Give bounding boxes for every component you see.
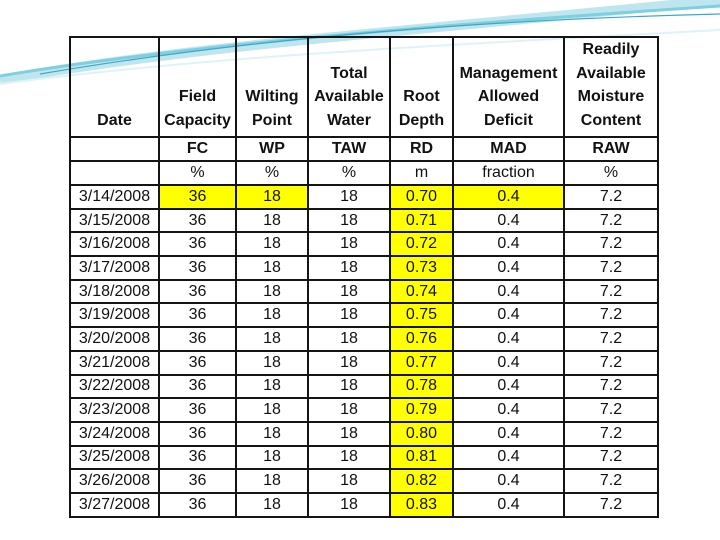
column-header-line: Readily <box>582 41 640 58</box>
column-unit: % <box>236 161 308 185</box>
table-cell: 0.81 <box>390 446 453 470</box>
table-cell: 7.2 <box>564 209 658 233</box>
table-cell: 36 <box>159 398 236 422</box>
table-cell: 18 <box>308 185 390 209</box>
table-cell: 36 <box>159 351 236 375</box>
table-cell: 36 <box>159 493 236 517</box>
table-cell: 36 <box>159 209 236 233</box>
column-header-line: Moisture <box>577 88 645 105</box>
table-cell: 0.75 <box>390 303 453 327</box>
table-cell: 0.71 <box>390 209 453 233</box>
column-abbreviation: WP <box>236 137 308 161</box>
table-cell: 7.2 <box>564 493 658 517</box>
table-cell: 18 <box>236 469 308 493</box>
table-cell: 18 <box>236 493 308 517</box>
table-row <box>70 209 658 233</box>
column-header-line: Total <box>330 64 368 82</box>
column-header-line: Deficit <box>484 111 533 129</box>
table-cell: 18 <box>236 327 308 351</box>
column-header-line: Date <box>97 111 132 129</box>
table-cell: 7.2 <box>564 375 658 399</box>
column-abbreviation: RD <box>390 137 453 161</box>
table-cell: 0.73 <box>390 256 453 280</box>
table-cell: 36 <box>159 327 236 351</box>
table-cell: 0.4 <box>453 375 564 399</box>
table-cell: 7.2 <box>564 303 658 327</box>
table-cell: 18 <box>308 209 390 233</box>
column-header-line: Content <box>580 111 642 129</box>
table-cell: 18 <box>308 493 390 517</box>
column-header <box>564 37 658 137</box>
column-header <box>70 37 159 137</box>
table-cell: 0.4 <box>453 327 564 351</box>
table-cell: 36 <box>159 185 236 209</box>
table-row <box>70 256 658 280</box>
date-cell: 3/26/2008 <box>70 469 159 493</box>
column-header-line: Wilting <box>245 88 299 105</box>
column-header <box>390 37 453 137</box>
table-cell: 36 <box>159 469 236 493</box>
table-row <box>70 493 658 517</box>
date-cell: 3/24/2008 <box>70 422 159 446</box>
table-row <box>70 303 658 327</box>
table-cell: 0.79 <box>390 398 453 422</box>
table-cell: 7.2 <box>564 351 658 375</box>
table-cell: 0.70 <box>390 185 453 209</box>
table-cell: 7.2 <box>564 185 658 209</box>
column-header-line: Available <box>314 88 384 105</box>
column-unit: m <box>390 161 453 185</box>
date-cell: 3/14/2008 <box>70 185 159 209</box>
table-cell: 0.4 <box>453 351 564 375</box>
column-abbreviation: FC <box>159 137 236 161</box>
table-cell: 18 <box>308 446 390 470</box>
column-header <box>308 37 390 137</box>
table-cell: 0.72 <box>390 232 453 256</box>
table-cell: 18 <box>308 398 390 422</box>
column-header <box>159 37 236 137</box>
column-unit: % <box>308 161 390 185</box>
table-row <box>70 327 658 351</box>
table-cell: 18 <box>236 256 308 280</box>
table-cell: 7.2 <box>564 256 658 280</box>
table-row <box>70 185 658 209</box>
table-cell: 0.76 <box>390 327 453 351</box>
table-cell: 0.4 <box>453 185 564 209</box>
table-cell: 36 <box>159 375 236 399</box>
date-cell: 3/23/2008 <box>70 398 159 422</box>
column-header-line: Depth <box>398 111 445 129</box>
table-cell: 0.4 <box>453 209 564 233</box>
column-header-line: Water <box>327 111 371 129</box>
table-cell: 18 <box>308 469 390 493</box>
table-cell: 18 <box>236 185 308 209</box>
table-cell: 0.4 <box>453 469 564 493</box>
column-header-line: Root <box>403 88 440 105</box>
column-header-line: Available <box>576 64 646 82</box>
table-row <box>70 375 658 399</box>
table-cell: 18 <box>236 232 308 256</box>
table-cell: 7.2 <box>564 398 658 422</box>
date-cell: 3/22/2008 <box>70 375 159 399</box>
table-cell: 0.82 <box>390 469 453 493</box>
table-cell: 36 <box>159 446 236 470</box>
column-unit <box>70 161 159 185</box>
table-cell: 18 <box>236 422 308 446</box>
table-cell: 0.77 <box>390 351 453 375</box>
table-cell: 7.2 <box>564 469 658 493</box>
table-row <box>70 422 658 446</box>
table-cell: 18 <box>236 375 308 399</box>
table-row <box>70 469 658 493</box>
table-cell: 36 <box>159 280 236 304</box>
column-header-line: Management <box>459 64 558 82</box>
column-header-line: Allowed <box>477 88 540 105</box>
table-cell: 18 <box>236 280 308 304</box>
date-cell: 3/15/2008 <box>70 209 159 233</box>
table-cell: 18 <box>308 375 390 399</box>
table-row <box>70 398 658 422</box>
column-header <box>236 37 308 137</box>
table-cell: 18 <box>236 209 308 233</box>
table-cell: 18 <box>308 303 390 327</box>
column-header-line: Field <box>178 88 217 105</box>
table-cell: 36 <box>159 303 236 327</box>
table-cell: 18 <box>308 280 390 304</box>
column-abbreviation: RAW <box>564 137 658 161</box>
date-cell: 3/25/2008 <box>70 446 159 470</box>
table-cell: 0.83 <box>390 493 453 517</box>
table-cell: 7.2 <box>564 280 658 304</box>
column-abbreviation: MAD <box>453 137 564 161</box>
table-cell: 0.4 <box>453 446 564 470</box>
table-cell: 0.4 <box>453 422 564 446</box>
column-header-line: Capacity <box>164 111 231 129</box>
column-unit: % <box>159 161 236 185</box>
table-cell: 18 <box>236 351 308 375</box>
date-cell: 3/19/2008 <box>70 303 159 327</box>
table-cell: 0.74 <box>390 280 453 304</box>
table-cell: 7.2 <box>564 422 658 446</box>
date-cell: 3/27/2008 <box>70 493 159 517</box>
date-cell: 3/21/2008 <box>70 351 159 375</box>
irrigation-data-table <box>69 36 659 518</box>
column-unit: % <box>564 161 658 185</box>
table-cell: 18 <box>308 422 390 446</box>
table-cell: 0.4 <box>453 303 564 327</box>
table-cell: 18 <box>236 303 308 327</box>
table-cell: 0.78 <box>390 375 453 399</box>
table-cell: 18 <box>308 256 390 280</box>
table-cell: 7.2 <box>564 446 658 470</box>
table-cell: 18 <box>308 351 390 375</box>
table-cell: 36 <box>159 232 236 256</box>
table-row <box>70 232 658 256</box>
table-cell: 18 <box>236 446 308 470</box>
table-cell: 0.4 <box>453 398 564 422</box>
date-cell: 3/18/2008 <box>70 280 159 304</box>
table-cell: 0.4 <box>453 280 564 304</box>
column-unit: fraction <box>453 161 564 185</box>
column-header-line: Point <box>252 111 292 129</box>
table-cell: 0.4 <box>453 493 564 517</box>
table-cell: 36 <box>159 422 236 446</box>
table-cell: 0.4 <box>453 232 564 256</box>
table-cell: 36 <box>159 256 236 280</box>
date-cell: 3/16/2008 <box>70 232 159 256</box>
column-abbreviation <box>70 137 159 161</box>
table-row <box>70 280 658 304</box>
table-row <box>70 446 658 470</box>
date-cell: 3/20/2008 <box>70 327 159 351</box>
table-cell: 7.2 <box>564 327 658 351</box>
table-cell: 0.4 <box>453 256 564 280</box>
table-cell: 7.2 <box>564 232 658 256</box>
column-header <box>453 37 564 137</box>
table-cell: 18 <box>236 398 308 422</box>
table-cell: 18 <box>308 327 390 351</box>
column-abbreviation: TAW <box>308 137 390 161</box>
date-cell: 3/17/2008 <box>70 256 159 280</box>
table-cell: 0.80 <box>390 422 453 446</box>
table-cell: 18 <box>308 232 390 256</box>
table-row <box>70 351 658 375</box>
